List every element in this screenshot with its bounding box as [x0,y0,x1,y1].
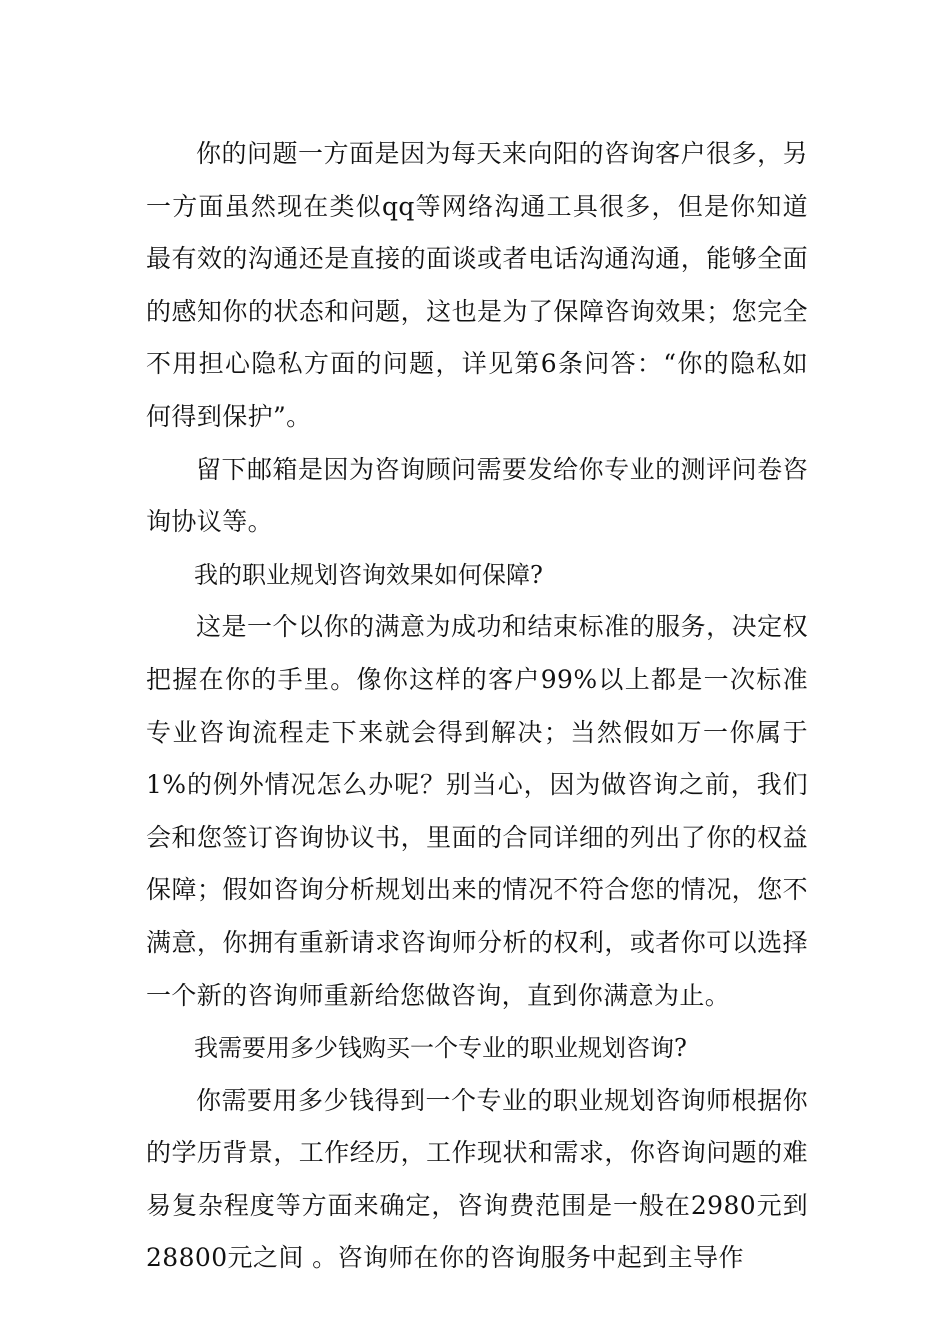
paragraph-email-reason: 留下邮箱是因为咨询顾问需要发给你专业的测评问卷咨询协议等。 [146,454,808,537]
paragraph-privacy-reason: 你的问题一方面是因为每天来向阳的咨询客户很多，另一方面虽然现在类似qq等网络沟通工具很多，但是你知道最有效的沟通还是直接的面谈或者电话沟通沟通，能够全面的感知你的状态和问题，这也是为了保障咨询效果；您完全不用担心隐私方面的问题，详见第6条问答：“你的隐私如何得到保护”。 [146,139,808,431]
question-effect-guarantee: 我的职业规划咨询效果如何保障? [194,560,543,589]
paragraph-consultation-cost: 你需要用多少钱得到一个专业的职业规划咨询师根据你的学历背景，工作经历，工作现状和需求，你咨询问题的难易复杂程度等方面来确定，咨询费范围是一般在2980元到28800元之间 。咨询师在你的咨询服务中起到主导作 [146,1085,808,1273]
question-consultation-cost: 我需要用多少钱购买一个专业的职业规划咨询? [194,1034,687,1063]
document-body [146,128,808,1285]
paragraph-satisfaction-guarantee: 这是一个以你的满意为成功和结束标准的服务，决定权把握在你的手里。像你这样的客户99%以上都是一次标准专业咨询流程走下来就会得到解决；当然假如万一你属于1%的例外情况怎么办呢？别当心，因为做咨询之前，我们会和您签订咨询协议书，里面的合同详细的列出了你的权益保障；假如咨询分析规划出来的情况不符合您的情况，您不满意，你拥有重新请求咨询师分析的权利，或者你可以选择一个新的咨询师重新给您做咨询，直到你满意为止。 [146,612,808,1010]
